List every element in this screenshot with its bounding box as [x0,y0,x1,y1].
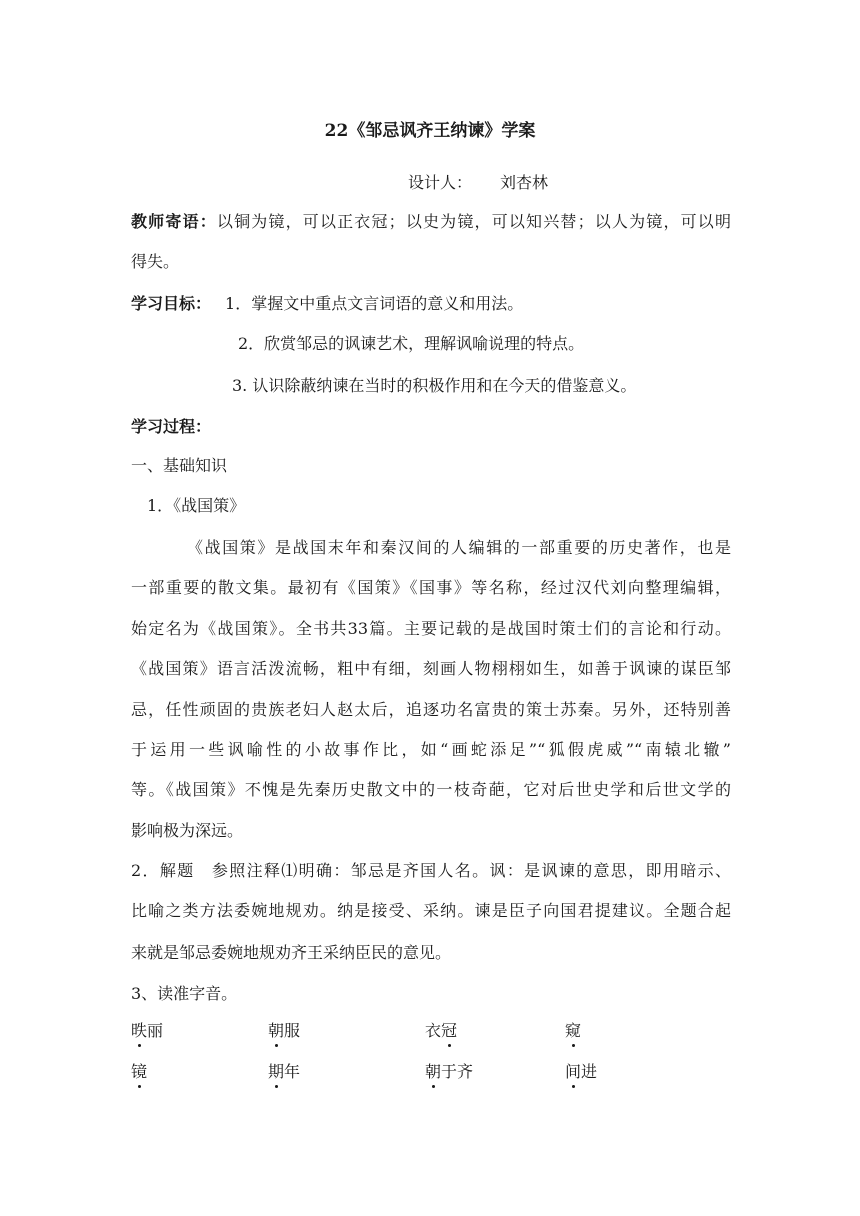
pronunciation-word [131,1062,147,1082]
dotted-char: 朝 [268,1021,285,1040]
intro-line: 一部重要的散文集。最初有《国策》《国事》等名称，经过汉代刘向整理编辑， [131,578,731,597]
dotted-char: 昳 [131,1021,148,1040]
goal-item: 1．掌握文中重点文言词语的意义和用法。 [225,294,524,313]
designer-name: 刘杏林 [500,173,549,192]
pronunciation-word: 衣冠 [425,1021,458,1040]
dotted-char: 间 [565,1062,582,1081]
pronunciation-word: 期年 [268,1062,301,1081]
item2-line: 比喻之类方法委婉地规劝。纳是接受、采纳。谏是臣子向国君提建议。全题合起 [131,901,731,920]
goal-item: 2．欣赏邹忌的讽谏艺术，理解讽喻说理的特点。 [238,334,585,353]
item2-line: 来就是邹忌委婉地规劝齐王采纳臣民的意见。 [131,943,452,962]
goals-label: 学习目标： [131,294,212,313]
intro-line: 影响极为深远。 [131,821,244,840]
document-title: 22《邹忌讽齐王纳谏》学案 [324,121,536,141]
designer-line [408,173,548,193]
goal-item: 3. 认识除蔽纳谏在当时的积极作用和在今天的借鉴意义。 [232,376,637,395]
dotted-char: 朝 [425,1062,442,1081]
intro-line: 《战国策》是战国末年和秦汉间的人编辑的一部重要的历史著作，也是 [187,538,731,557]
pronunciation-word: 朝于齐 [425,1062,474,1081]
process-label: 学习过程： [131,417,212,436]
item-heading: 1．《战国策》 [147,496,246,515]
pronunciation-word: 昳丽 [131,1021,164,1040]
intro-line: 于运用一些讽喻性的小故事作比，如“画蛇添足”“狐假虎威”“南辕北辙” [131,740,731,759]
dotted-char: 镜 [131,1062,148,1081]
teacher-message-line-2: 得失。 [131,252,180,271]
teacher-message-line-1: 教师寄语：以铜为镜，可以正衣冠；以史为镜，可以知兴替；以人为镜，可以明 [131,212,731,231]
dotted-char: 窥 [565,1021,582,1040]
item2-line: 2．解题 参照注释⑴明确：邹忌是齐国人名。讽：是讽谏的意思，即用暗示、 [131,861,731,880]
goals-line-1 [131,294,523,314]
item-heading: 3、读准字音。 [131,984,238,1003]
dotted-char: 期 [268,1062,285,1081]
pronunciation-word: 间进 [565,1062,598,1081]
teacher-message-label: 教师寄语： [131,212,217,231]
designer-label: 设计人： [408,173,473,192]
pronunciation-word: 朝服 [268,1021,301,1040]
section-heading: 一、基础知识 [131,456,228,475]
intro-line: 等。《战国策》不愧是先秦历史散文中的一枝奇葩，它对后世史学和后世文学的 [131,780,731,799]
intro-line: 始定名为《战国策》。全书共33篇。主要记载的是战国时策士们的言论和行动。 [131,619,731,638]
dotted-char: 冠 [441,1021,458,1040]
intro-line: 《战国策》语言活泼流畅，粗中有细，刻画人物栩栩如生，如善于讽谏的谋臣邹 [131,659,731,678]
intro-line: 忌，任性顽固的贵族老妇人赵太后，追逐功名富贵的策士苏秦。另外，还特别善 [131,700,731,719]
pronunciation-word [565,1021,581,1041]
